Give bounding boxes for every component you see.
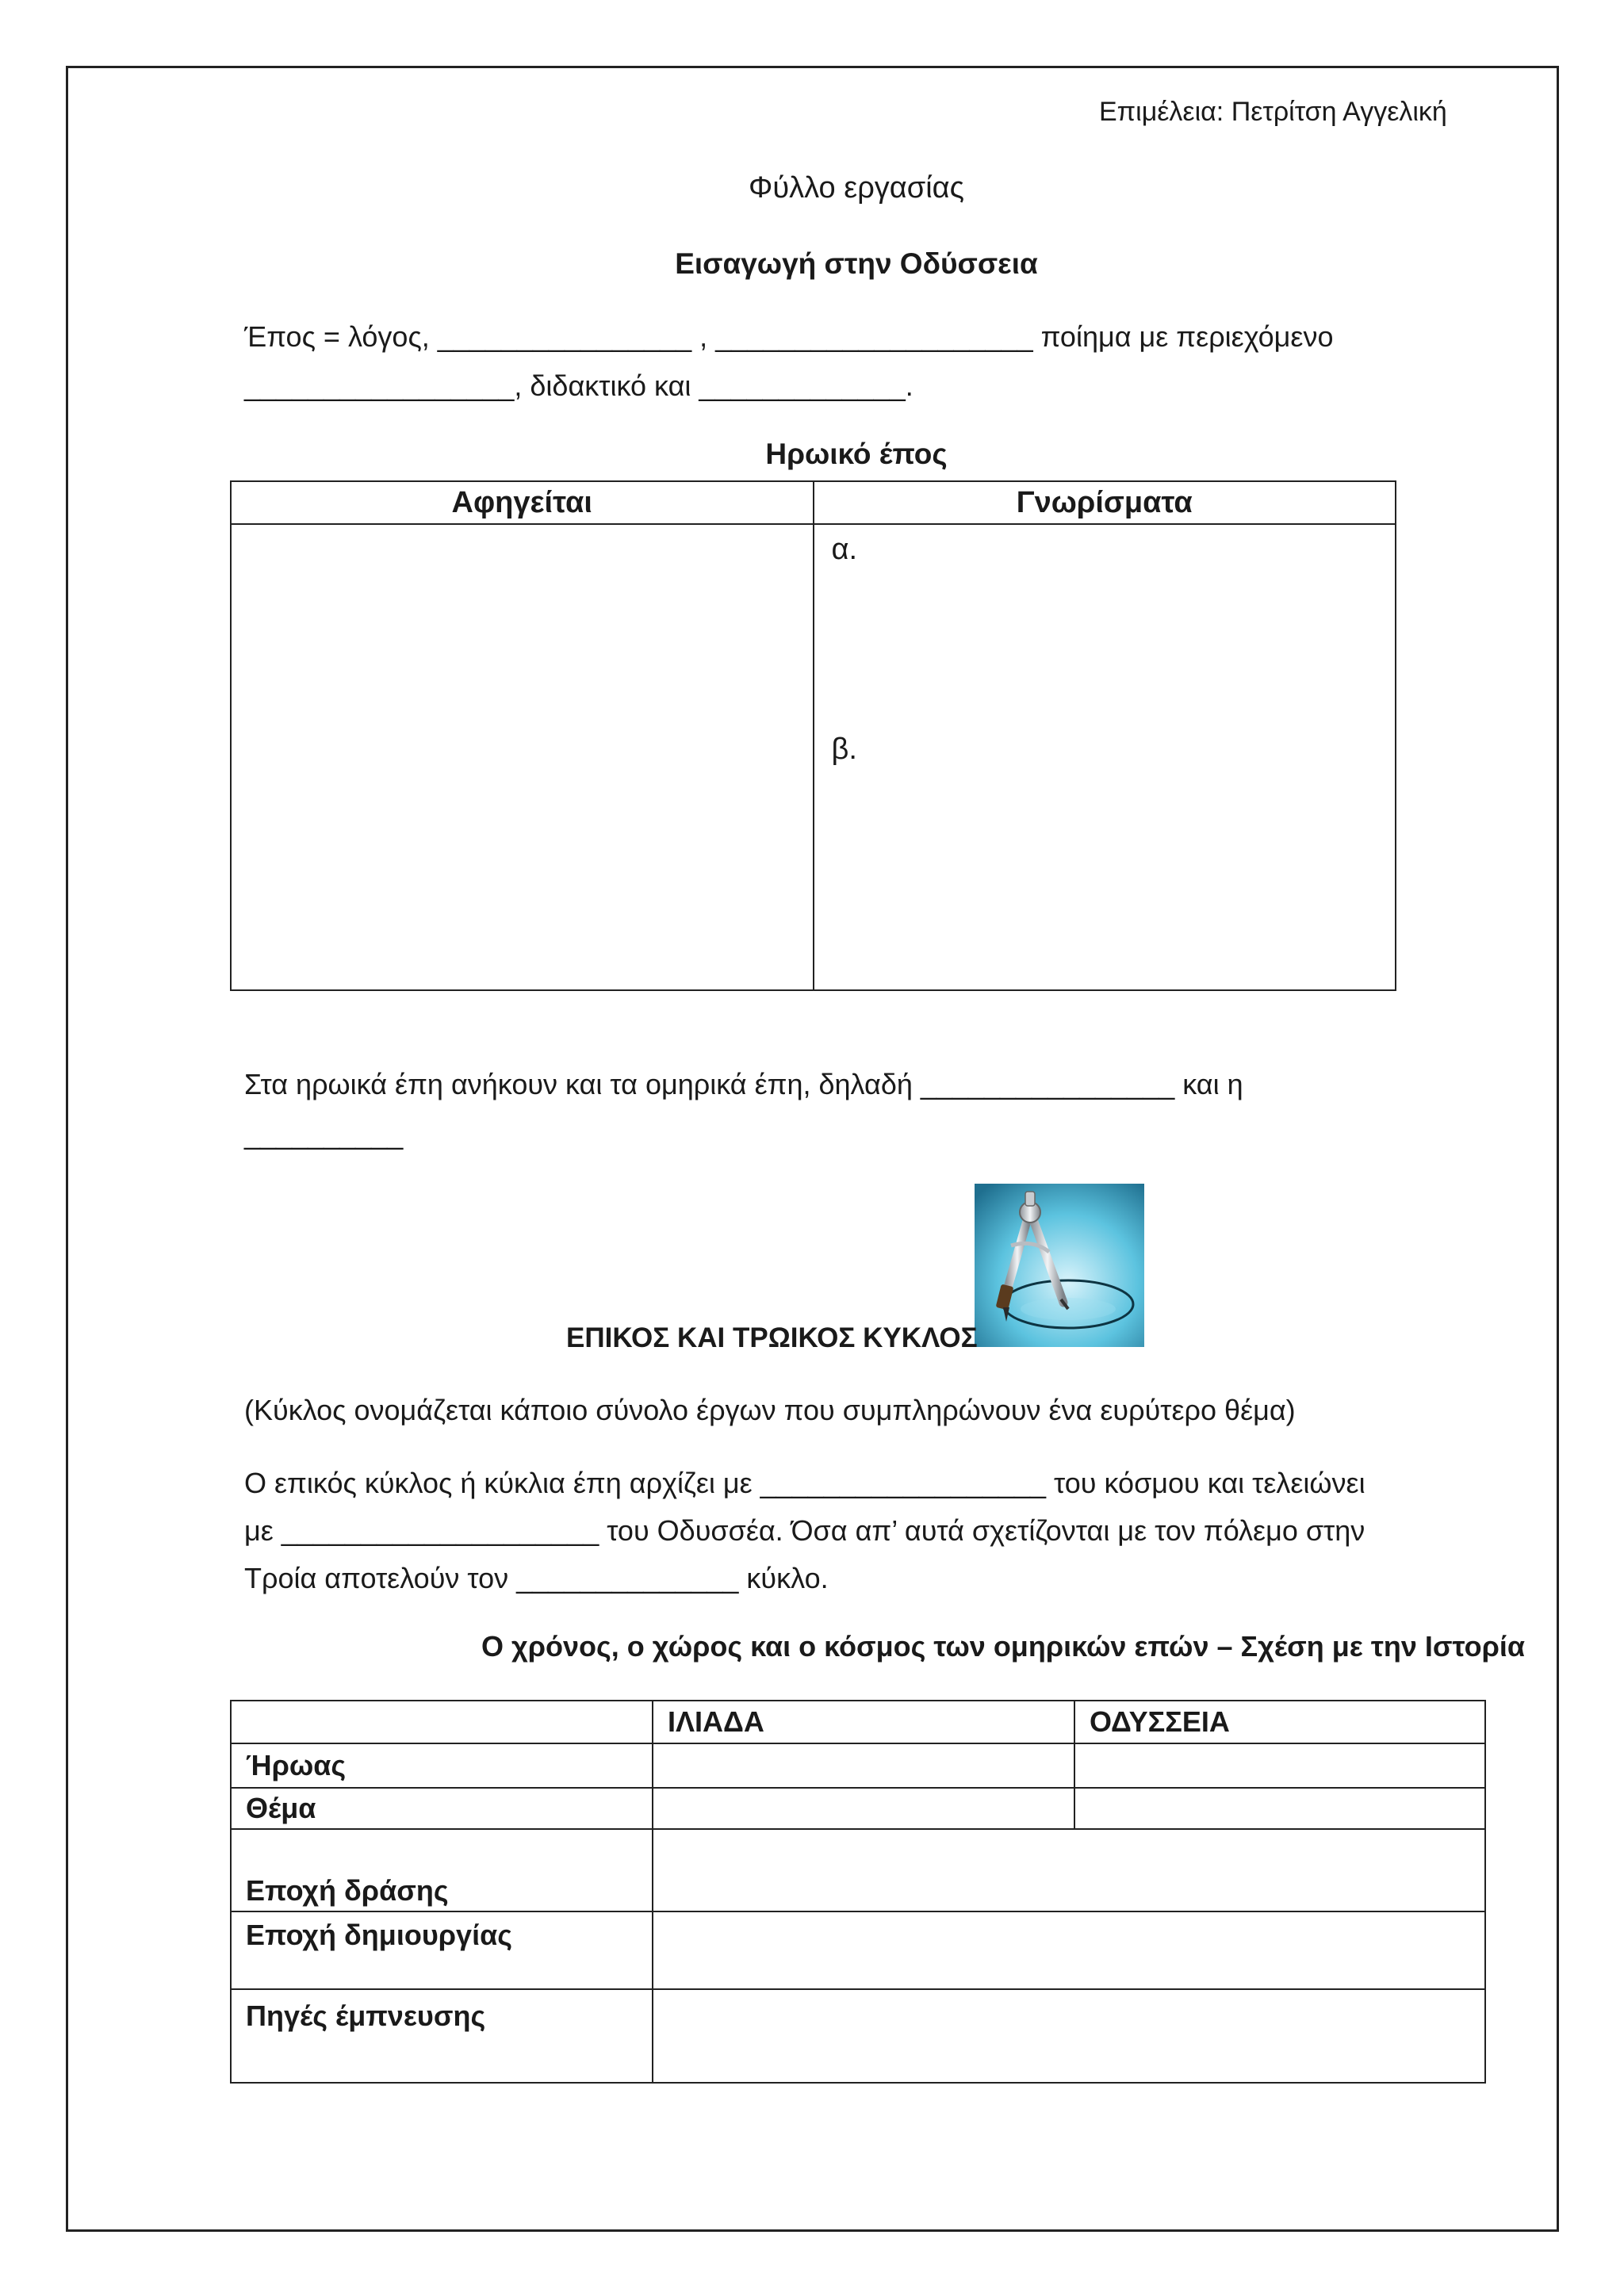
feature-b-label: β. (831, 733, 857, 766)
iliad-odyssey-table (230, 1700, 1486, 2084)
author-credit: Επιμέλεια: Πετρίτση Αγγελική (1099, 97, 1447, 127)
row-epoch-action-label: Εποχή δράσης (231, 1829, 653, 1911)
row-theme-label: Θέμα (231, 1788, 653, 1829)
row-sources-label: Πηγές έμπνευσης (231, 1989, 653, 2083)
theme-iliad-cell[interactable] (653, 1788, 1074, 1829)
col-odyssey-header: ΟΔΥΣΣΕΙΑ (1074, 1701, 1485, 1743)
cycle-heading: ΕΠΙΚΟΣ ΚΑΙ ΤΡΩΙΚΟΣ ΚΥΚΛΟΣ (566, 1322, 978, 1353)
row-epoch-creation-label: Εποχή δημιουργίας (231, 1911, 653, 1989)
cycle-text-line-1: Ο επικός κύκλος ή κύκλια έπη αρχίζει με __________________ του κόσμου και τελειώνει (244, 1467, 1365, 1499)
hero-iliad-cell[interactable] (653, 1743, 1074, 1788)
cycle-text-line-3: Τροία αποτελούν τον ______________ κύκλο. (244, 1562, 829, 1594)
subtitle: Εισαγωγή στην Οδύσσεια (675, 247, 1038, 280)
cycle-definition: (Κύκλος ονομάζεται κάποιο σύνολο έργων που συμπληρώνουν ένα ευρύτερο θέμα) (244, 1394, 1296, 1426)
row-hero-label: Ήρωας (231, 1743, 653, 1788)
epoch-action-cell[interactable] (653, 1829, 1485, 1911)
theme-odyssey-cell[interactable] (1074, 1788, 1485, 1829)
heroic-epic-heading: Ηρωικό έπος (765, 438, 948, 470)
homeric-line-1: Στα ηρωικά έπη ανήκουν και τα ομηρικά έπη, δηλαδή ________________ και η (244, 1068, 1243, 1100)
narrates-cell[interactable] (231, 524, 814, 990)
cycle-text-line-2: με ____________________ του Οδυσσέα. Όσα απ’ αυτά σχετίζονται με τον πόλεμο στην (244, 1514, 1365, 1547)
col-narrates-header: Αφηγείται (231, 481, 814, 524)
epoch-creation-cell[interactable] (653, 1911, 1485, 1989)
hero-odyssey-cell[interactable] (1074, 1743, 1485, 1788)
history-heading: Ο χρόνος, ο χώρος και ο κόσμος των ομηρικών επών – Σχέση με την Ιστορία (481, 1630, 1525, 1663)
empty-corner-cell (231, 1701, 653, 1743)
features-cell[interactable] (814, 524, 1396, 990)
compass-drawing-circle-icon (975, 1184, 1144, 1347)
homeric-line-2: __________ (244, 1118, 404, 1150)
worksheet-title: Φύλλο εργασίας (749, 171, 964, 205)
col-iliad-header: ΙΛΙΑΔΑ (653, 1701, 1074, 1743)
feature-a-label: α. (831, 533, 858, 566)
heroic-epic-table (230, 480, 1396, 991)
intro-line-2: _________________, διδακτικό και _____________. (244, 369, 914, 402)
intro-line-1: Έπος = λόγος, ________________ , ____________________ ποίημα με περιεχόμενο (244, 320, 1334, 353)
col-features-header: Γνωρίσματα (814, 481, 1396, 524)
sources-cell[interactable] (653, 1989, 1485, 2083)
